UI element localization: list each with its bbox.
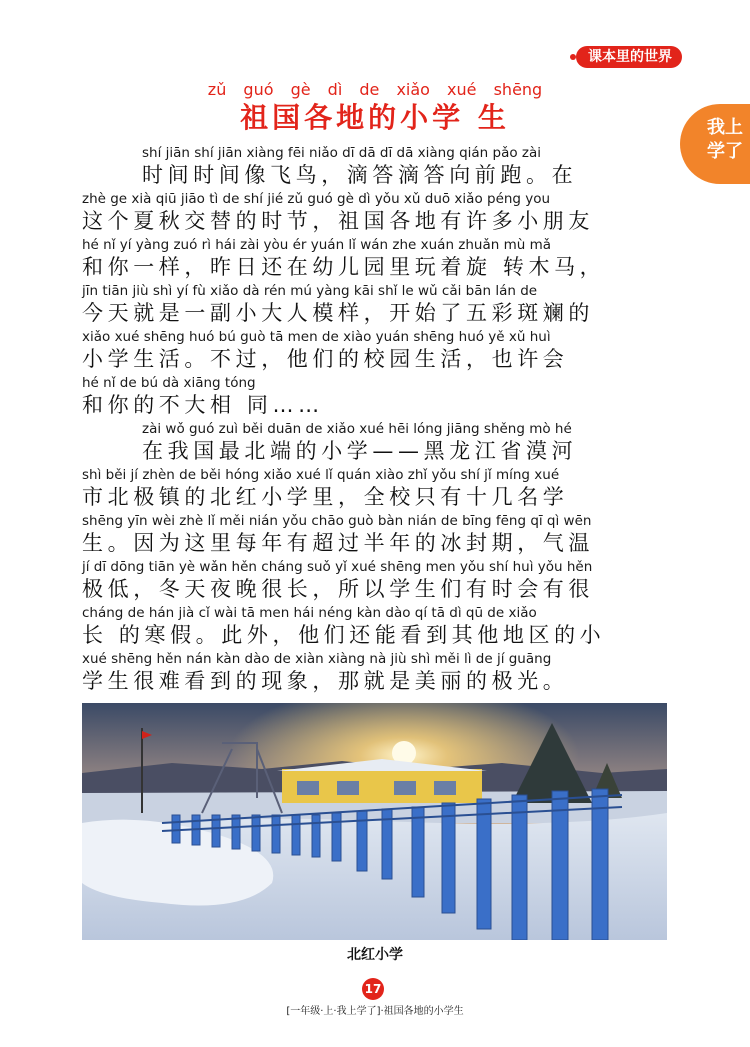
hanzi-line: 小学生活。不过，他们的校园生活，也许会 bbox=[82, 347, 569, 371]
text-line bbox=[82, 467, 672, 513]
page-number: 17 bbox=[362, 978, 384, 1000]
text-line bbox=[82, 559, 672, 605]
school-photo bbox=[82, 703, 667, 940]
pinyin-line: shēng yīn wèi zhè lǐ měi nián yǒu chāo guò bàn nián de bīng fēng qī qì wēn bbox=[82, 513, 592, 529]
hanzi-line: 长 的寒假。此外，他们还能看到其他地区的小 bbox=[82, 623, 606, 647]
text-line bbox=[82, 651, 672, 697]
hanzi-line: 市北极镇的北红小学里，全校只有十几名学 bbox=[82, 485, 569, 509]
pinyin-line: hé nǐ de bú dà xiāng tóng bbox=[82, 375, 256, 391]
pinyin-line: cháng de hán jià cǐ wài tā men hái néng kàn dào qí tā dì qū de xiǎo bbox=[82, 605, 537, 621]
pinyin-line: jí dī dōng tiān yè wǎn hěn cháng suǒ yǐ xué shēng men yǒu shí huì yǒu hěn bbox=[82, 559, 593, 575]
lesson-body bbox=[82, 145, 672, 697]
title-pinyin: zǔ guó gè dì de xiǎo xué shēng bbox=[207, 80, 543, 99]
text-line bbox=[82, 145, 672, 191]
pinyin-line: jīn tiān jiù shì yí fù xiǎo dà rén mú yàng kāi shǐ le wǔ cǎi bān lán de bbox=[82, 283, 538, 299]
hanzi-line: 时间时间像飞鸟，滴答滴答向前跑。在 bbox=[142, 163, 578, 187]
hanzi-line: 这个夏秋交替的时节，祖国各地有许多小朋友 bbox=[82, 209, 594, 233]
text-line bbox=[82, 329, 672, 375]
text-line bbox=[82, 375, 672, 421]
pinyin-line: xiǎo xué shēng huó bú guò tā men de xiào yuán shēng huó yě xǔ huì bbox=[82, 329, 551, 345]
hanzi-line: 生。因为这里每年有超过半年的冰封期，气温 bbox=[82, 531, 594, 555]
chapter-tab-line2: 学了 bbox=[707, 141, 743, 162]
hanzi-line: 今天就是一副小大人模样，开始了五彩斑斓的 bbox=[82, 301, 594, 325]
text-line bbox=[82, 237, 672, 283]
pinyin-line: zhè ge xià qiū jiāo tì de shí jié zǔ guó gè dì yǒu xǔ duō xiǎo péng you bbox=[82, 191, 551, 207]
pinyin-line: shì běi jí zhèn de běi hóng xiǎo xué lǐ quán xiào zhǐ yǒu shí jǐ míng xué bbox=[82, 467, 560, 483]
pinyin-line: shí jiān shí jiān xiàng fēi niǎo dī dā dī dā xiàng qián pǎo zài bbox=[142, 145, 542, 161]
chapter-tab-line1: 我上 bbox=[707, 117, 743, 138]
lesson-title bbox=[0, 80, 750, 136]
photo-caption: 北红小学 bbox=[347, 947, 403, 963]
hanzi-line: 和你的不大相 同…… bbox=[82, 393, 324, 417]
hanzi-line: 学生很难看到的现象，那就是美丽的极光。 bbox=[82, 669, 569, 693]
pinyin-line: zài wǒ guó zuì běi duān de xiǎo xué hēi lóng jiāng shěng mò hé bbox=[142, 421, 572, 437]
text-line bbox=[82, 605, 672, 651]
text-line bbox=[82, 421, 672, 467]
hanzi-line: 极低，冬天夜晚很长，所以学生们有时会有很 bbox=[82, 577, 594, 601]
pinyin-line: xué shēng hěn nán kàn dào de xiàn xiàng nà jiù shì měi lì de jí guāng bbox=[82, 651, 552, 667]
hanzi-line: 和你一样，昨日还在幼儿园里玩着旋 转木马， bbox=[82, 255, 606, 279]
section-badge: 课本里的世界 bbox=[576, 46, 682, 68]
title-text: 祖国各地的小学 生 bbox=[240, 101, 510, 134]
pinyin-line: hé nǐ yí yàng zuó rì hái zài yòu ér yuán lǐ wán zhe xuán zhuǎn mù mǎ bbox=[82, 237, 552, 253]
text-line bbox=[82, 191, 672, 237]
hanzi-line: 在我国最北端的小学——黑龙江省漠河 bbox=[142, 439, 578, 463]
text-line bbox=[82, 513, 672, 559]
page-footer: [一年级·上·我上学了]·祖国各地的小学生 bbox=[286, 1006, 464, 1017]
text-line bbox=[82, 283, 672, 329]
